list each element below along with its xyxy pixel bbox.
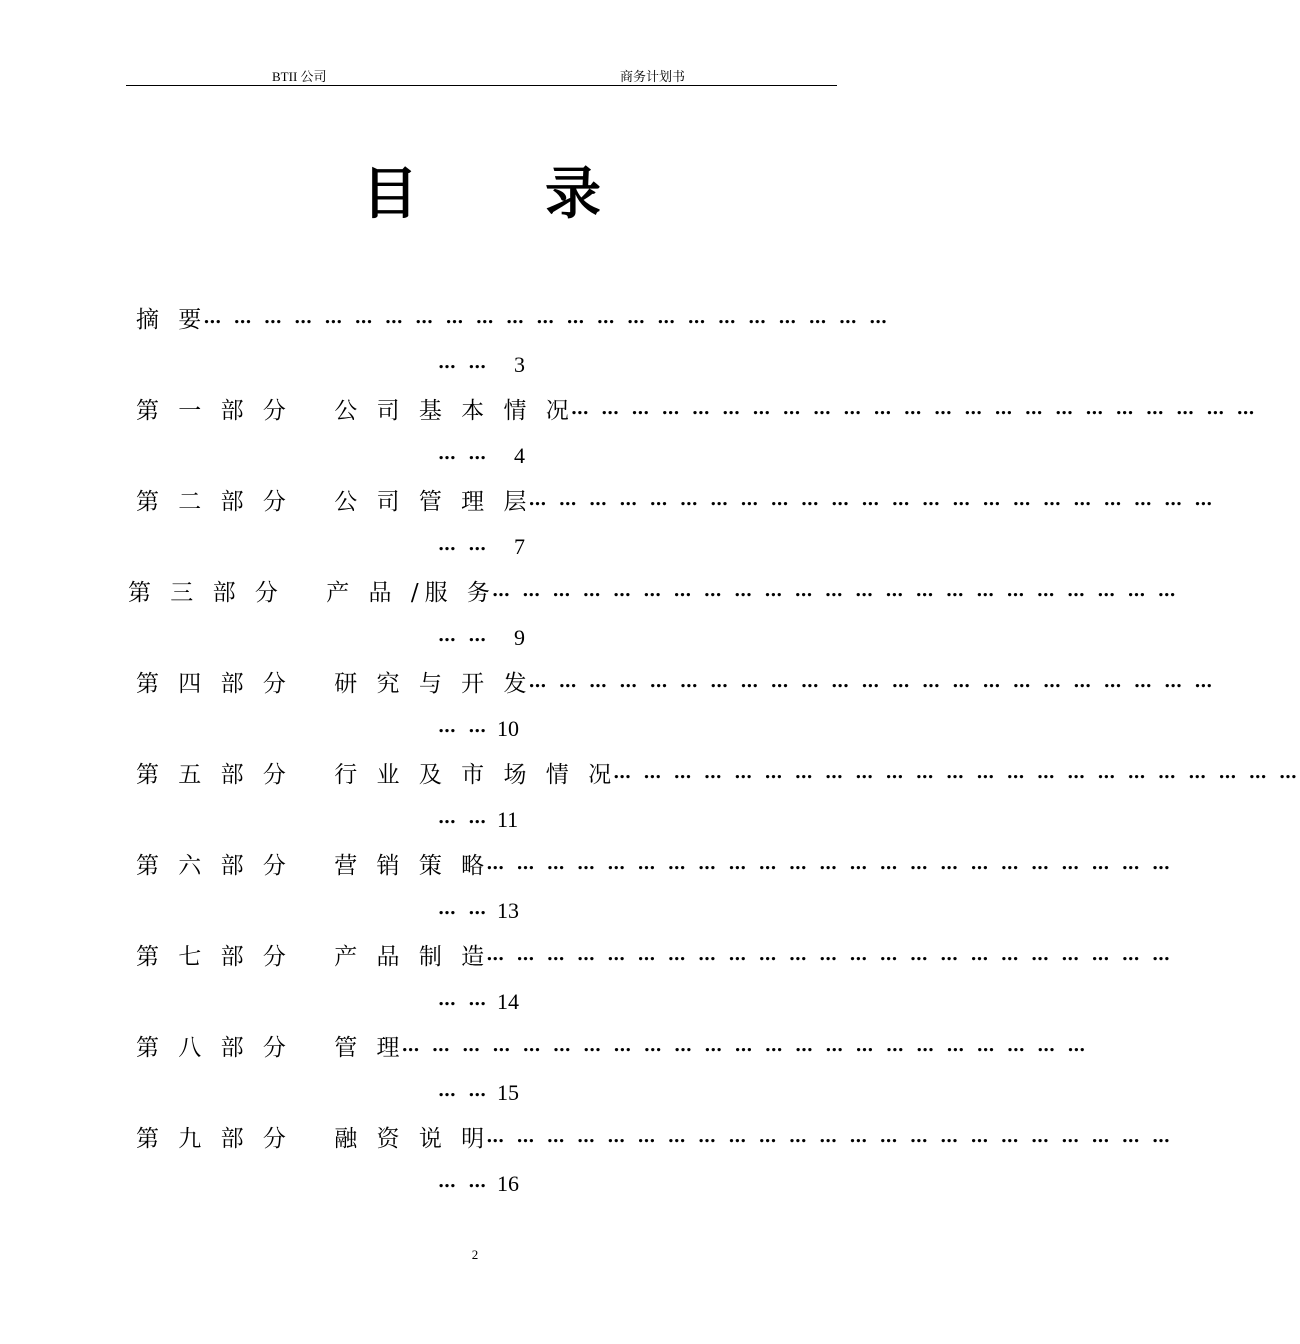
toc-page-number: 11 xyxy=(497,807,519,832)
title-char-1: 目 xyxy=(362,162,418,227)
toc-page-number: 16 xyxy=(497,1171,519,1196)
toc-entry-label: 摘 要 xyxy=(136,307,208,333)
header-rule xyxy=(126,85,837,86)
toc-leader-dots: … … … … … … … … … … … … … … … … … … … … … … … xyxy=(401,1035,1089,1056)
toc-leader-dots: … … xyxy=(438,1171,490,1192)
toc-page-number: 10 xyxy=(497,716,519,741)
toc-leader-dots: … … … … … … … … … … … … … … … … … … … … … … … xyxy=(486,853,1174,874)
toc-page-number: 15 xyxy=(497,1080,519,1105)
page-number: 2 xyxy=(471,1247,479,1262)
toc-leader-dots: … … … … … … … … … … … … … … … … … … … … … … … xyxy=(486,944,1174,965)
toc-page-number: 13 xyxy=(497,898,519,923)
toc-leader-dots: … … xyxy=(438,1080,490,1101)
toc-leader-dots: … … … … … … … … … … … … … … … … … … … … … … … xyxy=(491,580,1179,601)
toc-leader-dots: … … … … … … … … … … … … … … … … … … … … … … … xyxy=(613,762,1300,783)
toc-leader-dots: … … … … … … … … … … … … … … … … … … … … … … … xyxy=(203,307,891,328)
toc-entry-label: 第 一 部 分 公 司 基 本 情 况 xyxy=(136,398,575,424)
toc-leader-dots: … … xyxy=(438,898,490,919)
toc-page-number: 14 xyxy=(497,989,519,1014)
toc-entry-label: 第 九 部 分 融 资 说 明 xyxy=(136,1126,491,1152)
toc-leader-dots: … … … … … … … … … … … … … … … … … … … … … … … xyxy=(486,1126,1174,1147)
toc-page-number: 3 xyxy=(514,352,525,377)
toc-page-number: 7 xyxy=(514,534,525,559)
toc-leader-dots: … … … … … … … … … … … … … … … … … … … … … … … xyxy=(528,489,1216,510)
toc-entry-label: 第 六 部 分 营 销 策 略 xyxy=(136,853,491,879)
toc-page-number: 9 xyxy=(514,625,525,650)
toc-entry-label: 第 五 部 分 行 业 及 市 场 情 况 xyxy=(136,762,618,788)
toc-page-number: 4 xyxy=(514,443,525,468)
header-doc-title: 商务计划书 xyxy=(620,69,686,84)
toc-leader-dots: … … xyxy=(438,352,490,373)
toc-leader-dots: … … xyxy=(438,807,490,828)
toc-leader-dots: … … xyxy=(438,625,490,646)
toc-entry-label: 第 三 部 分 产 品 /服 务 xyxy=(128,580,496,606)
page-title xyxy=(0,160,950,230)
toc-leader-dots: … … … … … … … … … … … … … … … … … … … … … … … xyxy=(570,398,1258,419)
toc-entry-label: 第 七 部 分 产 品 制 造 xyxy=(136,944,491,970)
header-company: BTII 公司 xyxy=(272,69,327,84)
toc-entry-label: 第 二 部 分 公 司 管 理 层 xyxy=(136,489,533,515)
toc-leader-dots: … … xyxy=(438,716,490,737)
toc-leader-dots: … … xyxy=(438,534,490,555)
toc-entry-label: 第 四 部 分 研 究 与 开 发 xyxy=(136,671,533,697)
toc-leader-dots: … … xyxy=(438,989,490,1010)
title-char-2: 录 xyxy=(545,162,601,227)
toc-leader-dots: … … … … … … … … … … … … … … … … … … … … … … … xyxy=(528,671,1216,692)
toc-leader-dots: … … xyxy=(438,443,490,464)
toc-entry-label: 第 八 部 分 管 理 xyxy=(136,1035,406,1061)
